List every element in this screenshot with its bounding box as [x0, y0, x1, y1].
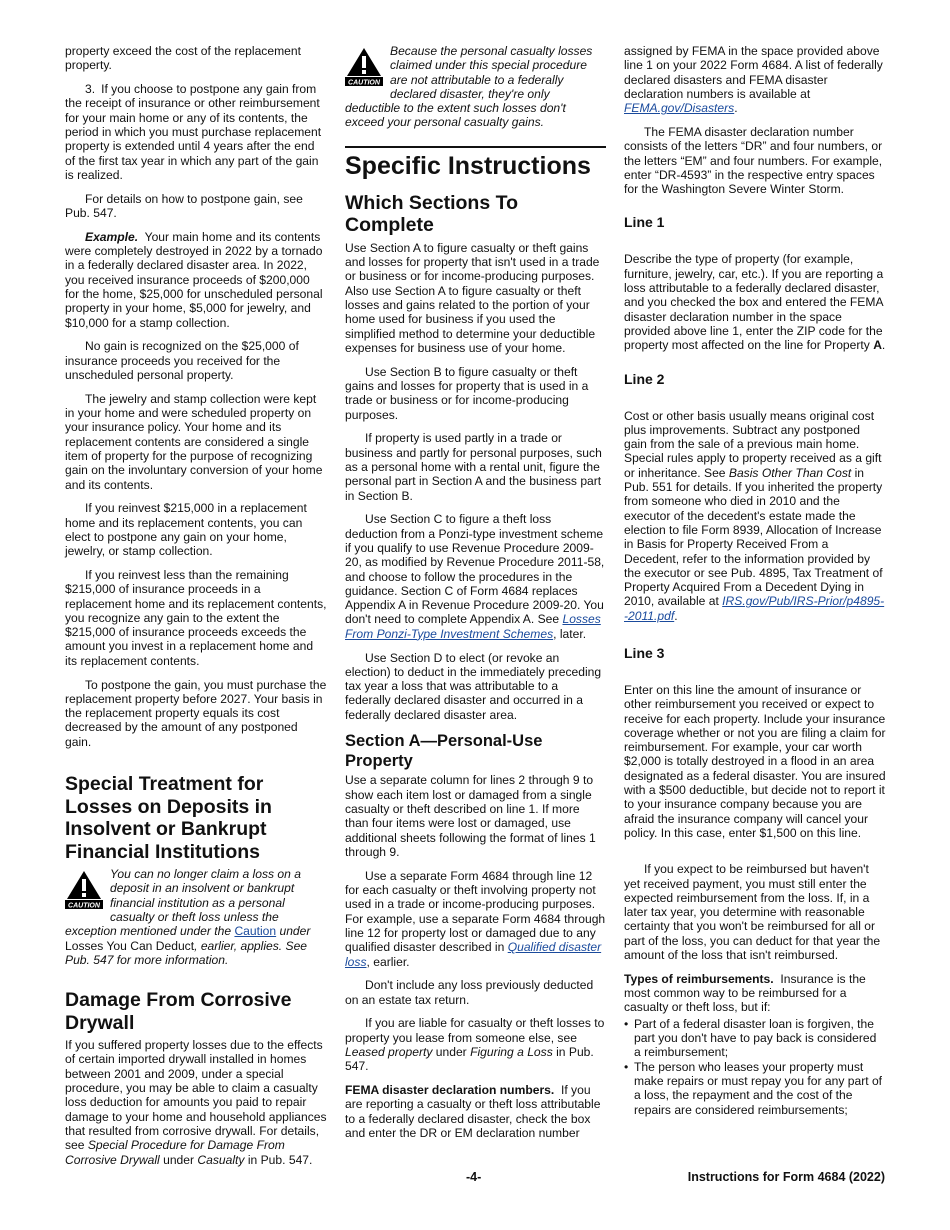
paragraph-partly: If property is used partly in a trade or business and partly for personal purposes, such as a personal home with a rental unit, figure the personal part in Section A and the business part in Section B. [345, 431, 602, 503]
paragraph-fema-number: The FEMA disaster declaration number consists of the letters “DR” and four numbers, or the letters “EM” and four numbers. For example, enter “DR-4593” in the respective entry spaces for the Washington Severe Winter Storm. [624, 124, 883, 197]
heading-line-3: Line 3 [624, 645, 665, 661]
heading-which-sections: Which Sections To Complete [345, 191, 518, 237]
caution-icon [345, 46, 383, 86]
paragraph-types: Types of reimbursements. Insurance is the most common way to be reimbursed for a casualty or theft loss, but if: [624, 971, 866, 1015]
qualified-disaster-link[interactable]: Qualified disaster loss [345, 940, 602, 969]
form-title-footer: Instructions for Form 4684 (2022) [687, 1170, 885, 1184]
paragraph-section-d: Use Section D to elect (or revoke an election) to deduct in the immediately preceding tax year a loss that was attributable to a federally declared disaster and occurred in a federally declared disaster area. [345, 650, 602, 722]
page-number: -4- [466, 1170, 482, 1184]
list-item: • Part of a federal disaster loan is forgiven, the part you don't have to pay back is considered a reimbursement; [624, 1016, 877, 1060]
item-number: 3. [85, 82, 96, 97]
paragraph-estate: Don't include any loss previously deducted on an estate tax return. [345, 978, 594, 1007]
fema-disasters-link[interactable]: FEMA.gov/Disasters [624, 101, 735, 116]
caution-label: CAUTION [68, 902, 100, 910]
paragraph-lease: If you are liable for casualty or theft losses to property you lease from someone else, see Leased property under Figuring a Loss in Pub. 547. [345, 1016, 605, 1074]
paragraph-jewelry: The jewelry and stamp collection were kept in your home and were scheduled property on your insurance policy. Your home and its replacement contents are considered a single item of property for the purpose of recognizing gain on the involuntary conversion of your home and its contents. [65, 391, 323, 492]
bullet-icon: • [624, 1059, 629, 1074]
column-right [624, 44, 886, 1117]
paragraph-postpone: To postpone the gain, you must purchase the replacement property before 2027. Your basis in the replacement property equals its cost decreased by the amount of any postponed gain. [65, 677, 327, 749]
caution-drywall: CAUTION Because the personal casualty losses claimed under this special procedure are not attributable to a federally declared disaster, they're only deductible to the extent such losses don't exceed your personal casualty gains. [345, 44, 593, 130]
paragraph-section-b: Use Section B to figure casualty or theft gains and losses for property that is used in a trade or business or for income-producing purposes. [345, 364, 589, 422]
paragraph-reinvest-1: If you reinvest $215,000 in a replacement home and its replacement contents, you can elect to postpone any gain on your home, jewelry, or stamp collection. [65, 501, 307, 559]
ponzi-link[interactable]: Losses From Ponzi-Type Investment Schemes [345, 612, 601, 641]
types-label: Types of reimbursements. [624, 971, 774, 986]
paragraph-example: Example. Your main home and its contents were completely destroyed in 2022 by a tornado in a federally declared disaster area. In 2022, you received insurance proceeds of $200,000 for the home, $25,000 for unscheduled personal property in your home, $5,000 for jewelry, and $10,000 for a stamp collection. [65, 229, 323, 330]
paragraph-intro: property exceed the cost of the replacement property. [65, 44, 301, 73]
heading-line-1: Line 1 [624, 214, 665, 231]
caution-deposits: CAUTION You can no longer claim a loss on a deposit in an insolvent or bankrupt financial institution as a personal casualty or theft loss unless the exception mentioned under the Caution under Losses You Can Deduct, earlier, applies. See Pub. 547 for more information. [65, 867, 311, 967]
heading-section-a: Section A—Personal-Use Property [345, 732, 543, 771]
column-middle [345, 44, 606, 1150]
paragraph-line-1: Describe the type of property (for example, furniture, jewelry, car, etc.). If you are reporting a loss attributable to a federally declared disaster, and you checked the box and entered the FEMA disaster declaration number in the space provided above line 1, enter the ZIP code for the property most affected on the line for Property A. [624, 252, 886, 353]
paragraph-fema: FEMA disaster declaration numbers. If you are reporting a casualty or theft loss attributable to a federally declared disaster, check the box and enter the DR or EM declaration number [345, 1083, 601, 1141]
paragraph-item-3: 3. If you choose to postpone any gain from the receipt of insurance or other reimbursement for your main home or any of its contents, the period in which you must purchase replacement property is extended until 4 years after the end of the first tax year in which any part of the gain is realized. [65, 82, 322, 182]
paragraph-section-a: Use Section A to figure casualty or theft gains and losses for property that isn't used in a trade or business or for income-producing purposes. Also use Section A to figure casualty or theft losses and gains related to the portion of your home used for business if you used the simplified method to determine your deductible expenses for business use of your home. [345, 240, 600, 355]
heading-line-2: Line 2 [624, 370, 665, 387]
paragraph-separate-column: Use a separate column for lines 2 through 9 to show each item lost or damaged from a single casualty or theft described on line 1. If more than four items were lost or damaged, use additional sheets following the format of lines 1 through 9. [345, 773, 596, 859]
pub-4895-link[interactable]: IRS.gov/Pub/IRS-Prior/p4895--2011.pdf [624, 594, 885, 623]
bullet-icon: • [624, 1016, 629, 1031]
paragraph-details: For details on how to postpone gain, see Pub. 547. [65, 191, 303, 220]
paragraph-separate-form: Use a separate Form 4684 through line 12 for each casualty or theft involving property not used in a trade or income-producing purposes. For example, use a separate Form 4684 through line 12 for property lost or damaged due to any qualified disaster described in Qualified disaster loss, earlier. [345, 868, 606, 969]
heading-special-treatment: Special Treatment for Losses on Deposits in Insolvent or Bankrupt Financial Institutions [65, 773, 272, 863]
paragraph-reinvest-2: If you reinvest less than the remaining $215,000 of insurance proceeds in a replacement home and its replacement contents, you recognize any gain to the extent the $215,000 of insurance proceeds exceeds the amount you invest in a replacement home and its replacement contents. [65, 568, 327, 668]
paragraph-no-gain: No gain is recognized on the $25,000 of insurance proceeds you received for the unscheduled personal property. [65, 339, 299, 382]
paragraph-expect: If you expect to be reimbursed but haven't yet received payment, you must still enter the expected reimbursement from the loss. If, in a later tax year, you determine with reasonable certainty that you won't be reimbursed for all or part of the loss, you can deduct for that year the amount of the loss that isn't reimbursed. [624, 862, 881, 963]
caution-link[interactable]: Caution [234, 924, 277, 939]
list-item: • The person who leases your property must make repairs or must repay you for any part of a loss, the repayment and the cost of the repairs are considered reimbursements; [624, 1059, 883, 1117]
paragraph-line-2: Cost or other basis usually means original cost plus improvements. Subtract any postponed gain from the sale of a previous main home. Special rules apply to property received as a gift or inheritance. See Basis Other Than Cost in Pub. 551 for details. If you inherited the property from someone who died in 2010 and the executor of the decedent's estate made the election to file Form 8939, Allocation of Increase in Basis for Property Received From a Decedent, refer to the information provided by the executor or see Pub. 4895, Tax Treatment of Property Acquired From a Decedent Dying in 2010, available at IRS.gov/Pub/IRS-Prior/p4895--2011.pdf. [624, 408, 885, 623]
heading-specific-instructions: Specific Instructions [345, 146, 606, 180]
fema-label: FEMA disaster declaration numbers. [345, 1083, 555, 1098]
caution-label: CAUTION [348, 79, 380, 86]
paragraph-section-c: Use Section C to figure a theft loss deduction from a Ponzi-type investment scheme if you qualify to use Revenue Procedure 2009-20, as modified by Revenue Procedure 2011-58, and choose to follow the procedures in the guidance. Section C of Form 4684 replaces Appendix A in Revenue Procedure 2009-20. You don't need to complete Appendix A. See Losses From Ponzi-Type Investment Schemes, later. [345, 512, 605, 641]
caution-icon [65, 869, 103, 909]
heading-corrosive-drywall: Damage From Corrosive Drywall [65, 989, 292, 1034]
example-label: Example. [85, 229, 139, 244]
paragraph-assigned: assigned by FEMA in the space provided above line 1 on your 2022 Form 4684. A list of federally declared disasters and FEMA disaster declaration numbers is available at FEMA.gov/Disasters. [624, 44, 883, 116]
column-left [65, 44, 327, 1176]
paragraph-drywall: If you suffered property losses due to the effects of certain imported drywall installed in homes between 2001 and 2009, under a special procedure, you may be able to claim a casualty loss deduction for amounts you paid to repair damage to your home and household appliances that resulted from corrosive drywall. For details, see Special Procedure for Damage From Corrosive Drywall under Casualty in Pub. 547. [65, 1038, 327, 1167]
paragraph-line-3: Enter on this line the amount of insurance or other reimbursement you received or expect to receive for each property. Include your insurance coverage whether or not you are filing a claim for reimbursement. For example, your car worth $2,000 is totally destroyed in a flood in an area designated as a federal disaster. You are insured with a $500 deductible, but decide not to report it to your insurance company because you are afraid the insurance company will cancel your policy. In this case, enter $1,500 on this line. [624, 683, 886, 840]
